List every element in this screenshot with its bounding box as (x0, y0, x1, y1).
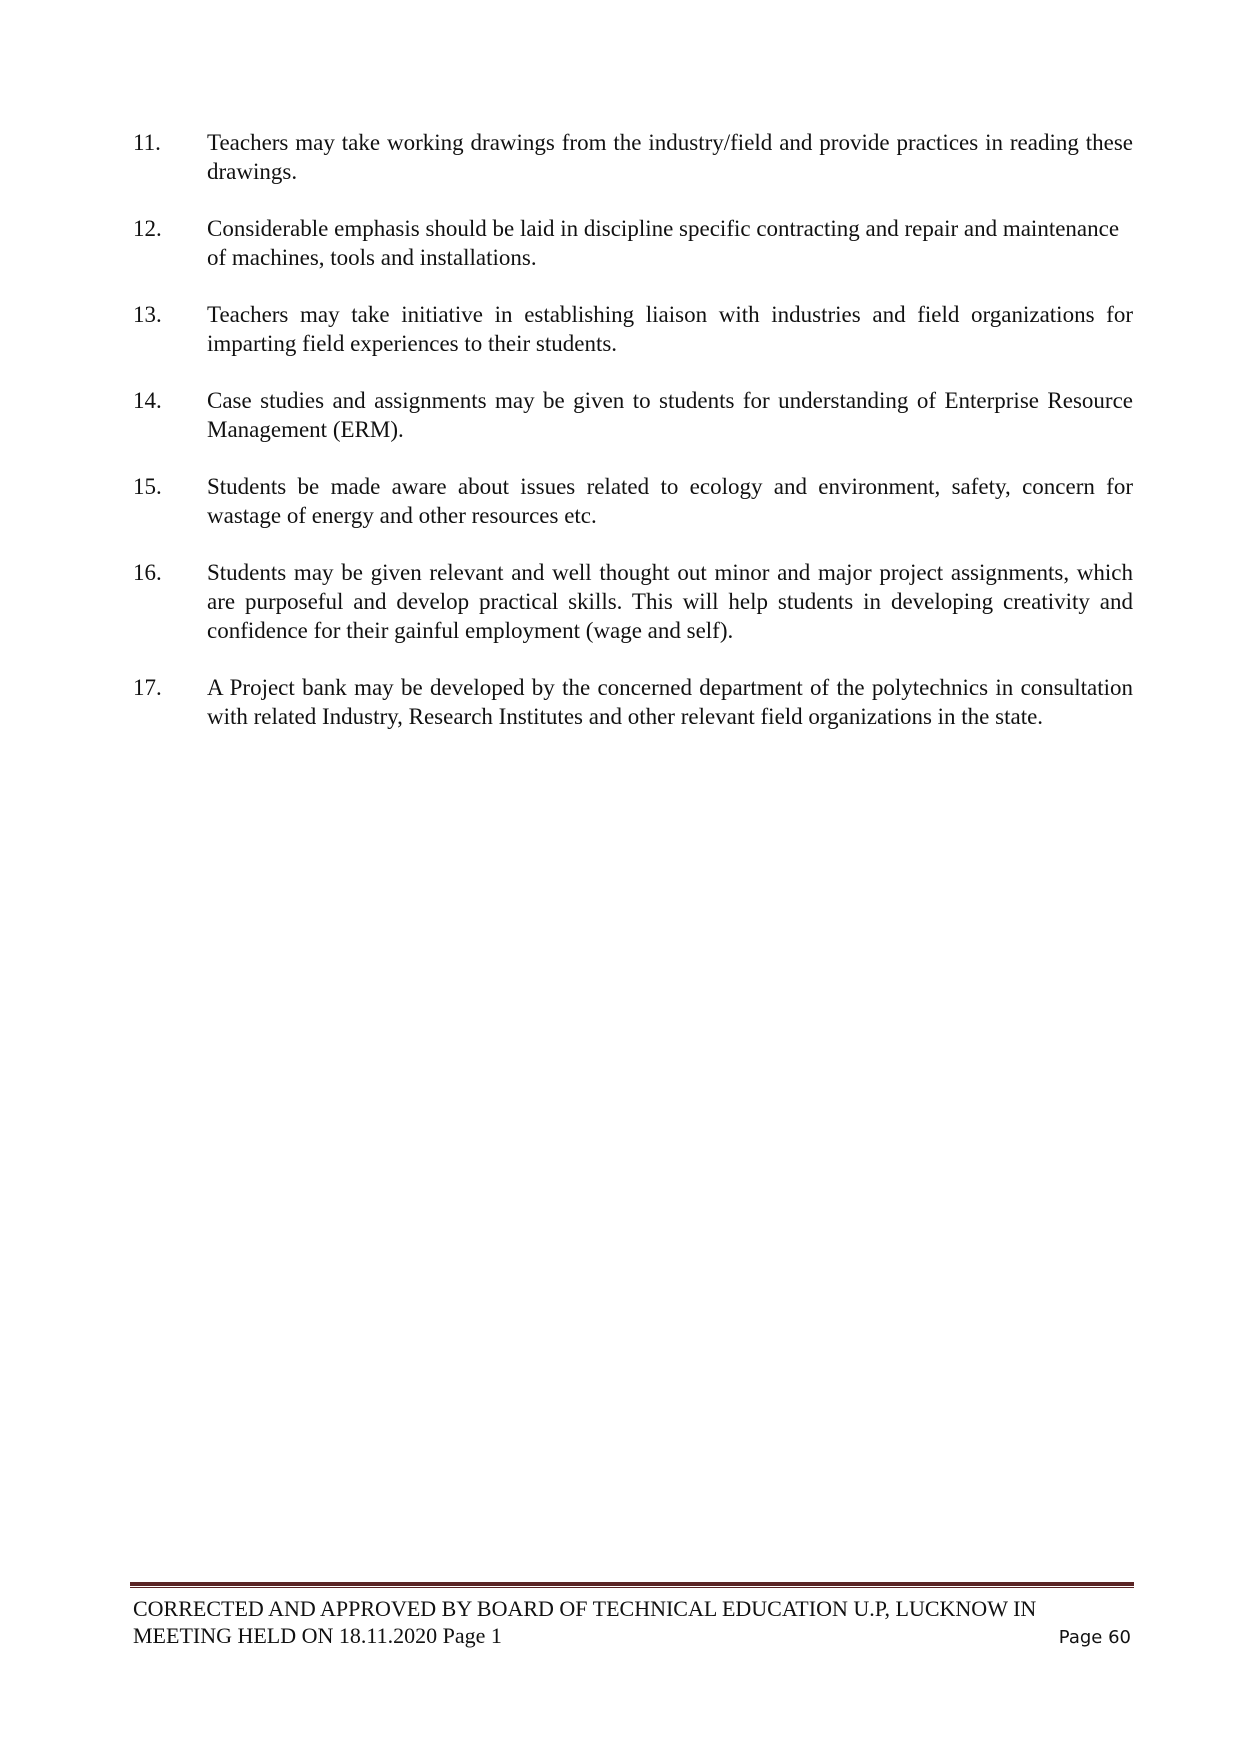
list-item (133, 673, 1133, 731)
footer-meeting-row (133, 1622, 1131, 1651)
page-number: Page 60 (1058, 1627, 1131, 1648)
list-item-text: Students be made aware about issues related to ecology and environment, safety, concern for wastage of energy and other resources etc. (207, 474, 1133, 528)
list-item-number: 13. (133, 302, 162, 327)
list-item-number: 14. (133, 388, 162, 413)
numbered-list (133, 128, 1133, 759)
list-item-text: Case studies and assignments may be given to students for understanding of Enterprise Resource Management (ERM). (207, 388, 1133, 442)
list-item-text: Students may be given relevant and well thought out minor and major project assignments, which are purposeful and develop practical skills. This will help students in developing creativity and confidence for their gainful employment (wage and self). (207, 560, 1133, 643)
footer-meeting-line: MEETING HELD ON 18.11.2020 Page 1 (133, 1623, 502, 1648)
footer-divider (130, 1582, 1134, 1588)
list-item (133, 300, 1133, 358)
list-item-number: 17. (133, 675, 162, 700)
footer-approval-line: CORRECTED AND APPROVED BY BOARD OF TECHNICAL EDUCATION U.P, LUCKNOW IN (133, 1596, 1037, 1621)
list-item-number: 11. (133, 130, 161, 155)
list-item-number: 15. (133, 474, 162, 499)
page-footer (133, 1595, 1131, 1651)
list-item (133, 128, 1133, 186)
list-item (133, 214, 1133, 272)
list-item-text: Teachers may take working drawings from the industry/field and provide practices in reading these drawings. (207, 130, 1133, 184)
list-item-text: Considerable emphasis should be laid in discipline specific contracting and repair and maintenance of machines, tools and installations. (207, 216, 1120, 270)
list-item-number: 12. (133, 216, 162, 241)
list-item-text: Teachers may take initiative in establishing liaison with industries and field organizations for imparting field experiences to their students. (207, 302, 1133, 356)
list-item (133, 386, 1133, 444)
list-item-text: A Project bank may be developed by the concerned department of the polytechnics in consultation with related Industry, Research Institutes and other relevant field organizations in the state. (207, 675, 1133, 729)
list-item (133, 558, 1133, 645)
list-item (133, 472, 1133, 530)
list-item-number: 16. (133, 560, 162, 585)
